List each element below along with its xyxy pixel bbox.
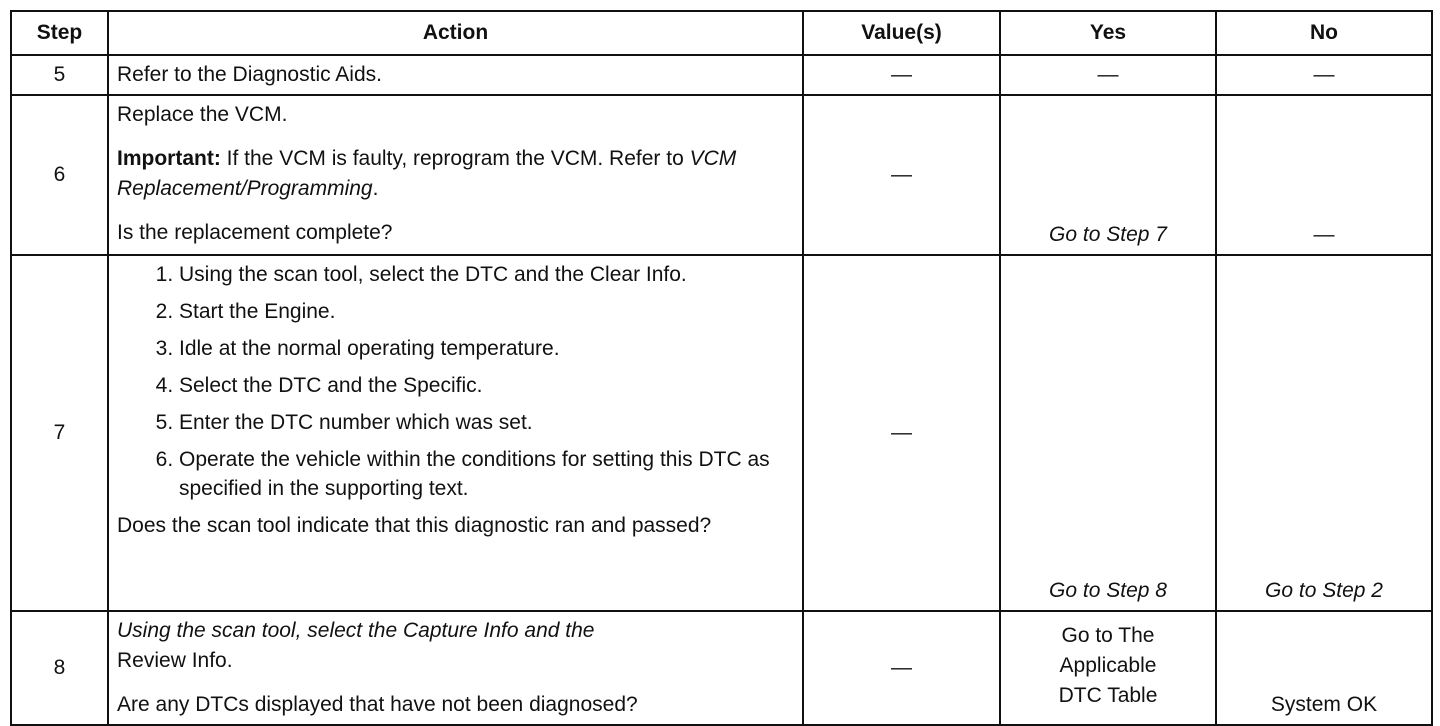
- yes-text: Go to Step 8: [1049, 579, 1167, 602]
- no-text: —: [1313, 223, 1335, 246]
- value-cell: —: [803, 55, 1000, 95]
- no-cell: [1216, 255, 1432, 611]
- yes-line: Go to The: [1061, 624, 1155, 647]
- action-line: [117, 616, 794, 676]
- yes-line: DTC Table: [1058, 684, 1158, 707]
- yes-cell: [1000, 95, 1216, 255]
- action-cell: [108, 611, 803, 725]
- value-cell: —: [803, 95, 1000, 255]
- important-end: .: [372, 177, 379, 200]
- action-line-italic: Using the scan tool, select the Capture Info and the: [117, 619, 595, 642]
- action-cell: [108, 95, 803, 255]
- value-cell: —: [803, 611, 1000, 725]
- action-line: Replace the VCM.: [117, 103, 288, 126]
- important-note: [117, 144, 794, 204]
- step-number: 7: [11, 255, 108, 611]
- list-item: 2. Start the Engine.: [179, 297, 794, 326]
- no-text: System OK: [1270, 693, 1378, 716]
- table-row-step-7: [11, 255, 1432, 611]
- yes-cell: [1000, 611, 1216, 725]
- header-row: [11, 11, 1432, 55]
- important-text: If the VCM is faulty, reprogram the VCM. Refer to: [220, 147, 690, 170]
- yes-cell: [1000, 255, 1216, 611]
- header-step: Step: [11, 11, 108, 55]
- list-item: 6. Operate the vehicle within the conditions for setting this DTC as specified in the supporting text.: [179, 445, 794, 503]
- header-no: No: [1216, 11, 1432, 55]
- header-values: Value(s): [803, 11, 1000, 55]
- value-cell: —: [803, 255, 1000, 611]
- step-number: 5: [11, 55, 108, 95]
- header-action: Action: [108, 11, 803, 55]
- yes-text: [1001, 621, 1215, 715]
- action-steps-list: [117, 260, 794, 503]
- action-cell: [108, 255, 803, 611]
- list-item: 1. Using the scan tool, select the DTC and the Clear Info.: [179, 260, 794, 289]
- action-question: Is the replacement complete?: [117, 221, 393, 244]
- header-yes: Yes: [1000, 11, 1216, 55]
- yes-cell: —: [1000, 55, 1216, 95]
- list-item: 4. Select the DTC and the Specific.: [179, 371, 794, 400]
- step-number: 8: [11, 611, 108, 725]
- list-item: 3. Idle at the normal operating temperature.: [179, 334, 794, 363]
- action-text: Refer to the Diagnostic Aids.: [108, 55, 803, 95]
- table-row-step-5: [11, 55, 1432, 95]
- no-cell: —: [1216, 55, 1432, 95]
- action-line-cont: Review Info.: [117, 649, 233, 672]
- table-row-step-6: [11, 95, 1432, 255]
- step-number: 6: [11, 95, 108, 255]
- no-cell: [1216, 95, 1432, 255]
- no-cell: [1216, 611, 1432, 725]
- no-text: Go to Step 2: [1265, 579, 1383, 602]
- important-label: Important:: [117, 147, 221, 170]
- yes-text: Go to Step 7: [1049, 223, 1167, 246]
- action-question: Does the scan tool indicate that this diagnostic ran and passed?: [117, 514, 712, 537]
- list-item: 5. Enter the DTC number which was set.: [179, 408, 794, 437]
- table-row-step-8: [11, 611, 1432, 725]
- yes-line: Applicable: [1059, 654, 1157, 677]
- diagnostic-table: [10, 10, 1433, 726]
- important-ref: VCM Replacement/Programming: [117, 147, 737, 200]
- action-question: Are any DTCs displayed that have not been diagnosed?: [117, 693, 638, 716]
